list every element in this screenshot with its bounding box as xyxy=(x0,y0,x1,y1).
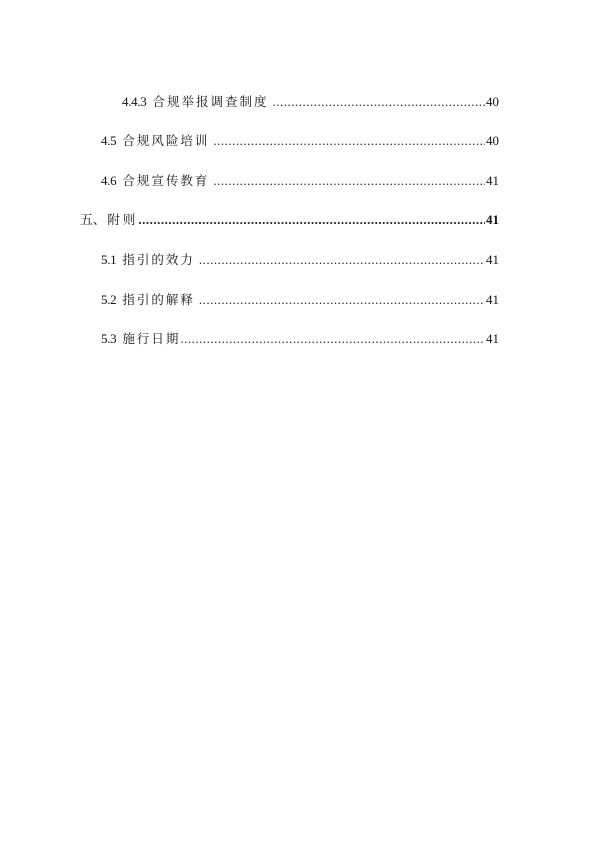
dot-leader xyxy=(138,210,485,230)
toc-entry-page-number: 41 xyxy=(486,212,499,227)
toc-entry-title: 施行日期 xyxy=(122,331,181,346)
dot-leader xyxy=(199,290,485,310)
dot-leader xyxy=(180,329,485,349)
toc-entry-5-3[interactable] xyxy=(101,329,499,349)
dot-leader xyxy=(273,92,485,112)
dot-leader xyxy=(213,131,485,151)
toc-entry-5-1[interactable] xyxy=(101,250,499,270)
toc-entry-title: 指引的解释 xyxy=(122,292,195,307)
toc-entry-title: 附则 xyxy=(107,212,139,227)
toc-entry-number: 5.3 xyxy=(101,331,117,346)
toc-entry-title: 合规风险培训 xyxy=(122,133,210,148)
toc-entry-page-number: 41 xyxy=(486,331,499,346)
toc-entry-page-number: 41 xyxy=(486,252,499,267)
toc-entry-page-number: 40 xyxy=(486,133,499,148)
toc-entry-number: 5.2 xyxy=(101,292,117,307)
toc-entry-number: 五、 xyxy=(80,212,106,227)
toc-entry-number: 5.1 xyxy=(101,252,117,267)
toc-entry-title: 指引的效力 xyxy=(122,252,195,267)
toc-entry-page-number: 41 xyxy=(486,173,499,188)
toc-entry-5-2[interactable] xyxy=(101,290,499,310)
dot-leader xyxy=(213,171,485,191)
toc-entry-number: 4.5 xyxy=(101,133,117,148)
toc-entry-page-number: 41 xyxy=(486,292,499,307)
toc-entry-page-number: 40 xyxy=(486,94,499,109)
toc-entry-4-6[interactable] xyxy=(101,171,499,191)
toc-entry-title: 合规举报调查制度 xyxy=(152,94,269,109)
toc-entry-4-5[interactable] xyxy=(101,131,499,151)
toc-entry-number: 4.6 xyxy=(101,173,117,188)
toc-entry-title: 合规宣传教育 xyxy=(122,173,210,188)
toc-entry-4-4-3[interactable] xyxy=(122,92,499,112)
toc-entry-chapter-5[interactable] xyxy=(80,210,499,230)
toc-entry-number: 4.4.3 xyxy=(122,94,147,109)
dot-leader xyxy=(199,250,485,270)
